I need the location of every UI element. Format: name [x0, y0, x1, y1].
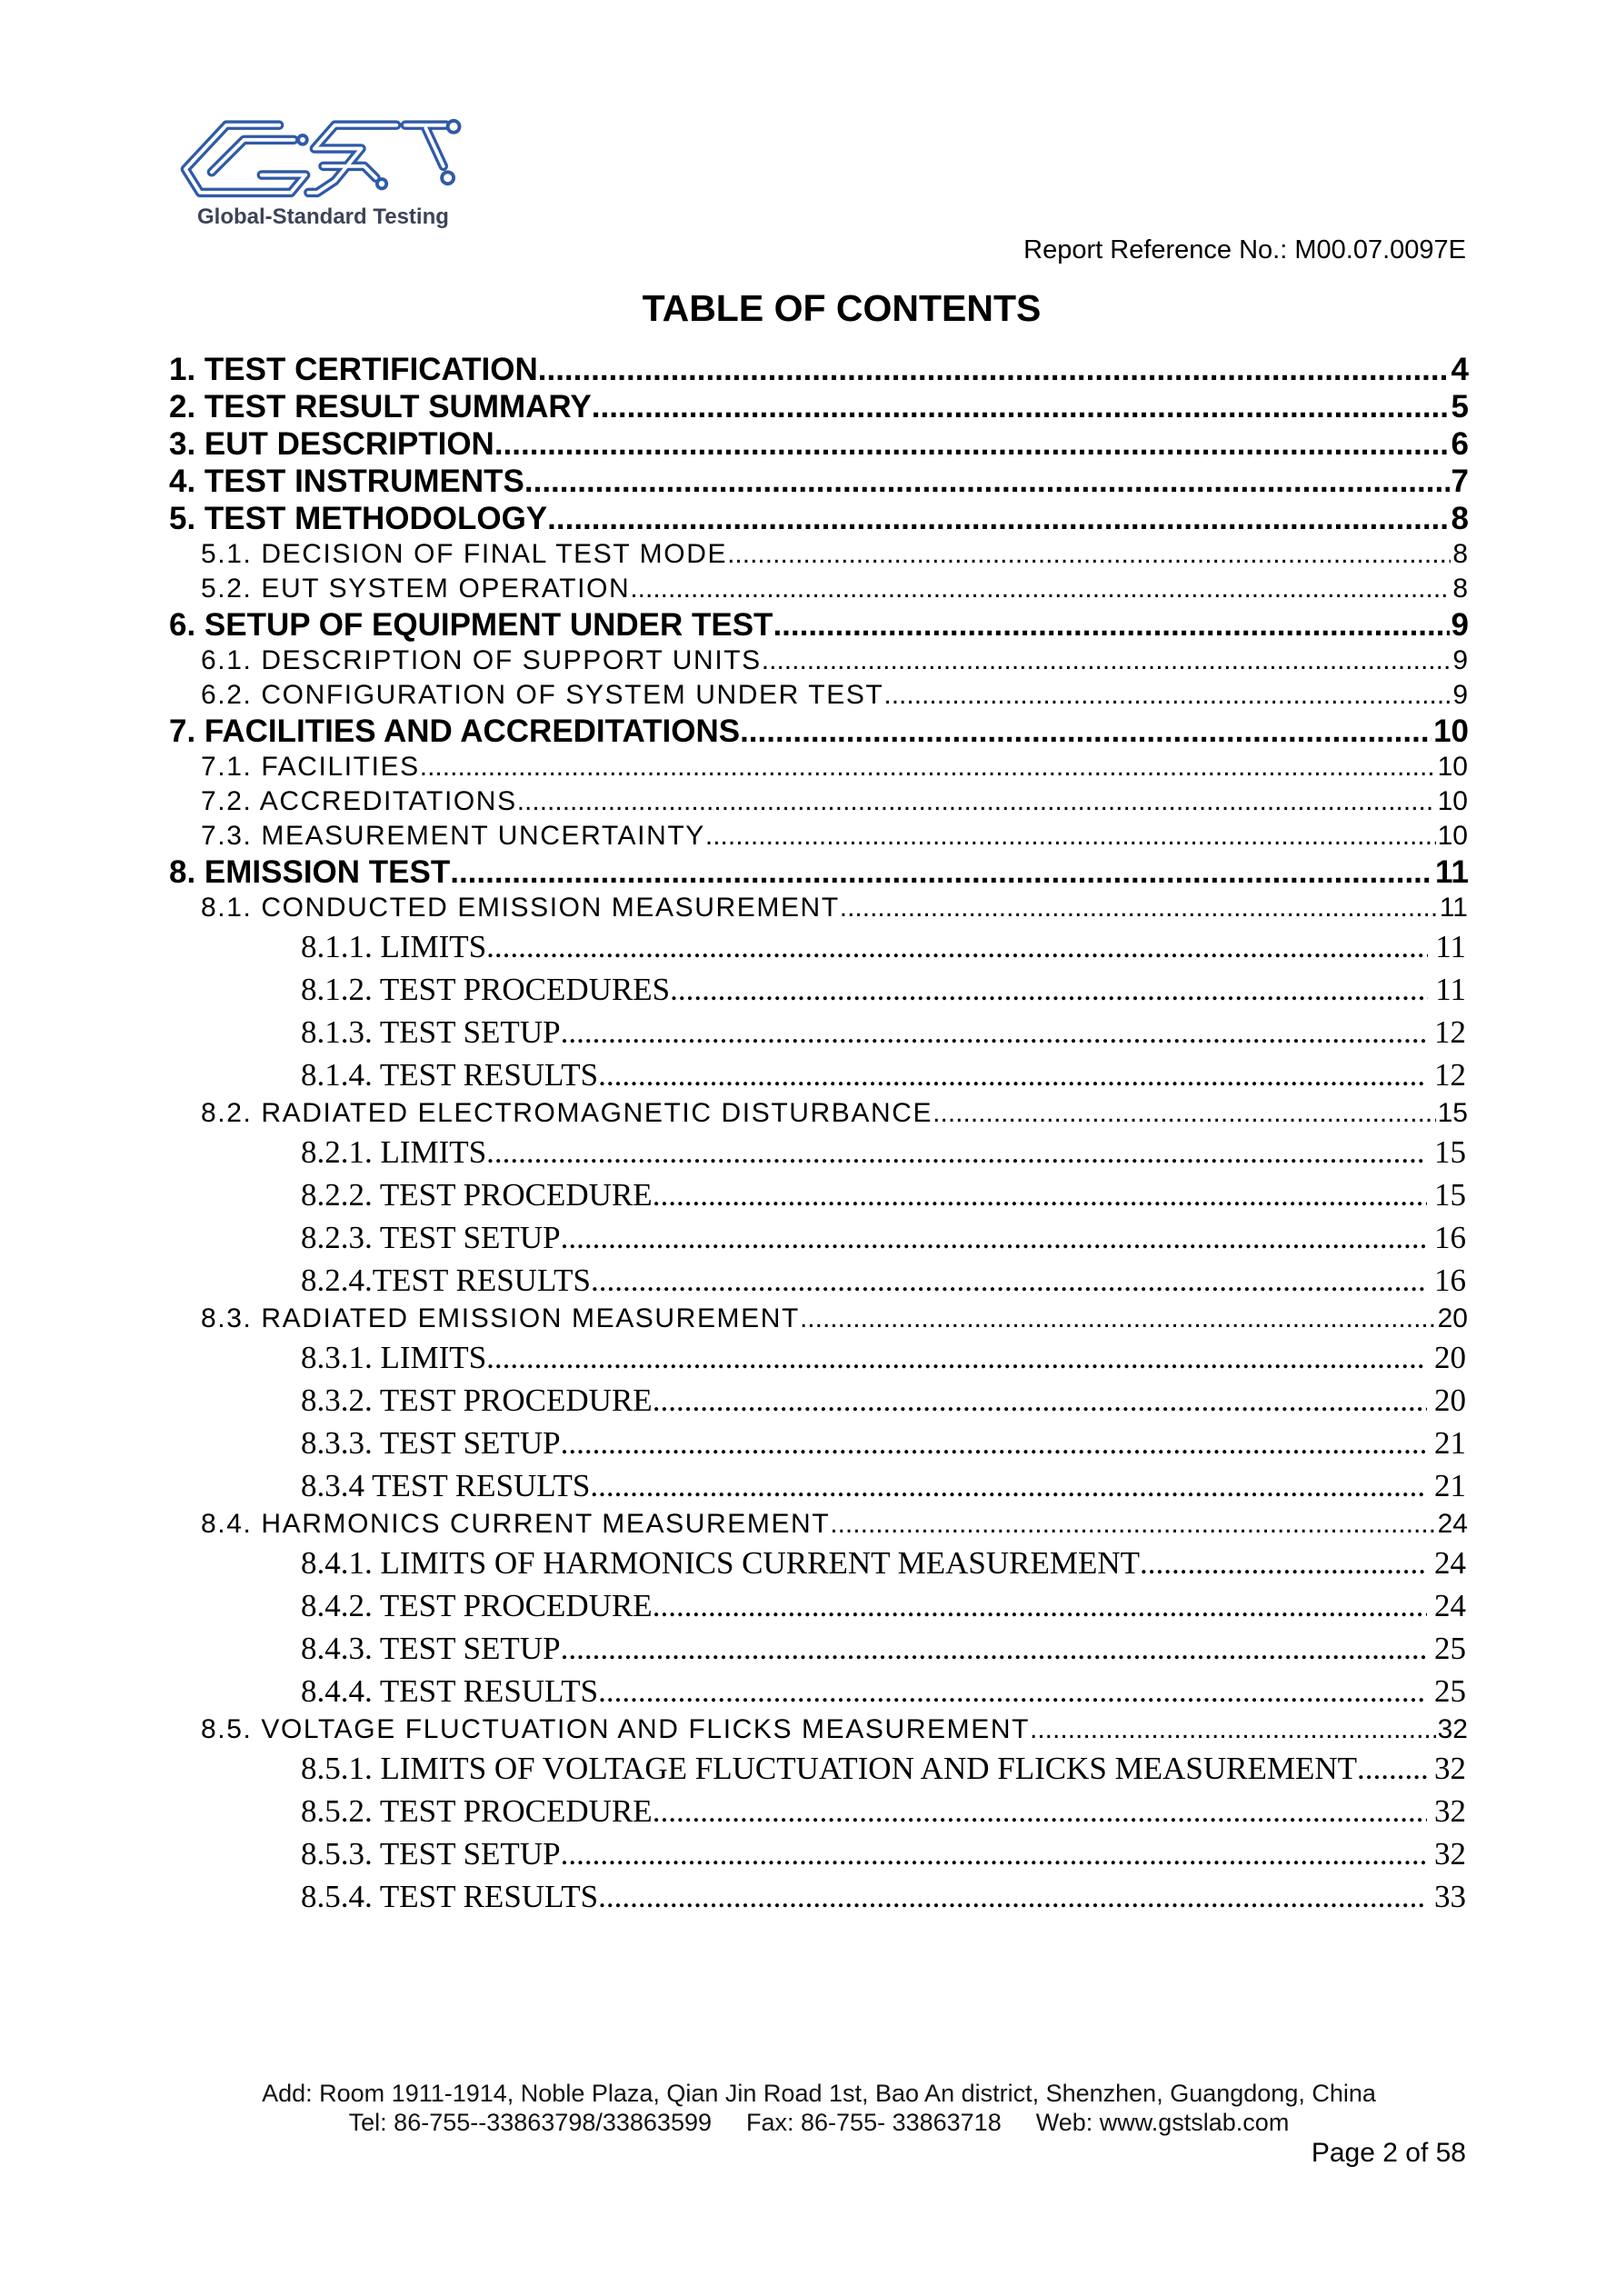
toc-entry-label: 7.1. FACILITIES	[201, 752, 420, 782]
toc-entry[interactable]	[169, 463, 1469, 500]
toc-entry[interactable]	[169, 1790, 1469, 1832]
toc-dot-leader	[420, 750, 1436, 784]
toc-entry-label: 8.2.1. LIMITS	[301, 1134, 487, 1170]
toc-entry-label: 8.5.4. TEST RESULTS	[301, 1879, 599, 1914]
toc-entry[interactable]	[169, 854, 1469, 891]
toc-list	[169, 351, 1469, 1918]
toc-entry[interactable]	[169, 1542, 1469, 1584]
toc-entry-label: 1. TEST CERTIFICATION	[169, 352, 538, 387]
toc-entry-page-number: 11	[1435, 972, 1466, 1007]
toc-entry-page-number: 9	[1452, 680, 1468, 710]
toc-entry[interactable]	[169, 1173, 1469, 1216]
toc-dot-leader	[670, 968, 1428, 1011]
toc-entry-page-number: 21	[1434, 1468, 1466, 1503]
logo-wordmark: Global-Standard Testing	[197, 205, 449, 229]
toc-entry-page-number: 16	[1434, 1220, 1466, 1255]
toc-entry-label: 8.1.4. TEST RESULTS	[301, 1057, 599, 1093]
toc-entry[interactable]	[169, 925, 1469, 968]
toc-entry[interactable]	[169, 1627, 1469, 1670]
toc-entry-page-number: 11	[1435, 854, 1469, 890]
toc-dot-leader	[486, 1131, 1427, 1173]
gst-logo-icon	[176, 116, 463, 207]
toc-entry[interactable]	[169, 750, 1469, 784]
toc-entry-page-number: 10	[1437, 821, 1468, 851]
toc-entry-label: 7. FACILITIES AND ACCREDITATIONS	[169, 714, 741, 749]
toc-dot-leader	[830, 1507, 1435, 1542]
toc-dot-leader	[561, 1627, 1427, 1670]
toc-entry-page-number: 24	[1434, 1588, 1466, 1623]
toc-dot-leader	[524, 463, 1450, 500]
footer-web: Web: www.gstslab.com	[1035, 2109, 1290, 2136]
toc-entry[interactable]	[169, 425, 1469, 463]
toc-dot-leader	[590, 1464, 1427, 1507]
toc-entry-page-number: 11	[1439, 893, 1468, 923]
toc-entry[interactable]	[169, 1832, 1469, 1875]
toc-dot-leader	[598, 1053, 1427, 1096]
toc-dot-leader	[630, 572, 1451, 606]
toc-dot-leader	[591, 1259, 1427, 1302]
toc-dot-leader	[840, 891, 1438, 925]
toc-dot-leader	[486, 925, 1428, 968]
toc-entry-label: 8.4. HARMONICS CURRENT MEASUREMENT	[201, 1509, 831, 1539]
page-title: TABLE OF CONTENTS	[642, 287, 1042, 329]
toc-entry-page-number: 20	[1434, 1383, 1466, 1418]
toc-entry-label: 8.2. RADIATED ELECTROMAGNETIC DISTURBANCE	[201, 1098, 933, 1128]
toc-entry-page-number: 4	[1451, 352, 1469, 387]
toc-entry-page-number: 10	[1433, 714, 1469, 749]
toc-entry-page-number: 12	[1434, 1057, 1466, 1093]
toc-entry-page-number: 15	[1434, 1177, 1466, 1213]
toc-dot-leader	[773, 606, 1449, 644]
toc-entry-page-number: 10	[1437, 786, 1468, 816]
toc-dot-leader	[592, 388, 1450, 425]
toc-dot-leader	[1357, 1747, 1427, 1790]
toc-entry-label: 8.3.3. TEST SETUP	[301, 1425, 561, 1461]
toc-entry-label: 8.2.4.TEST RESULTS	[301, 1263, 591, 1298]
toc-entry[interactable]	[169, 1670, 1469, 1712]
report-reference-number: Report Reference No.: M00.07.0097E	[1023, 235, 1466, 265]
toc-entry-page-number: 25	[1434, 1673, 1466, 1709]
toc-entry[interactable]	[169, 1747, 1469, 1790]
toc-entry-label: 4. TEST INSTRUMENTS	[169, 464, 524, 499]
toc-dot-leader	[561, 1216, 1427, 1259]
toc-entry-label: 5.2. EUT SYSTEM OPERATION	[201, 574, 631, 604]
toc-entry-label: 6.2. CONFIGURATION OF SYSTEM UNDER TEST	[201, 680, 884, 710]
toc-entry[interactable]	[169, 1216, 1469, 1259]
toc-entry[interactable]	[169, 819, 1469, 854]
toc-dot-leader	[727, 537, 1451, 572]
toc-entry[interactable]	[169, 1011, 1469, 1053]
toc-entry-page-number: 8	[1452, 539, 1468, 569]
toc-dot-leader	[494, 425, 1450, 463]
toc-entry-label: 8.5. VOLTAGE FLUCTUATION AND FLICKS MEASUREMENT	[201, 1714, 1031, 1744]
toc-entry[interactable]	[169, 1259, 1469, 1302]
toc-entry[interactable]	[169, 1053, 1469, 1096]
toc-dot-leader	[883, 678, 1451, 713]
toc-entry-page-number: 9	[1451, 607, 1469, 643]
toc-entry[interactable]	[169, 500, 1469, 537]
toc-entry[interactable]	[169, 351, 1469, 388]
toc-entry-label: 8.4.2. TEST PROCEDURE	[301, 1588, 653, 1623]
footer-contact	[92, 2108, 1546, 2137]
toc-entry[interactable]	[169, 1875, 1469, 1918]
toc-entry-page-number: 5	[1451, 389, 1469, 424]
toc-entry-page-number: 15	[1434, 1134, 1466, 1170]
toc-entry-page-number: 12	[1434, 1014, 1466, 1050]
toc-entry[interactable]	[169, 1712, 1469, 1747]
toc-dot-leader	[486, 1336, 1427, 1379]
toc-entry[interactable]	[169, 678, 1469, 713]
toc-entry[interactable]	[169, 968, 1469, 1011]
toc-dot-leader	[653, 1584, 1427, 1627]
footer-tel: Tel: 86-755--33863798/33863599	[348, 2109, 712, 2136]
toc-entry-label: 8.4.3. TEST SETUP	[301, 1631, 561, 1666]
toc-entry-label: 7.2. ACCREDITATIONS	[201, 786, 517, 816]
toc-entry[interactable]	[169, 784, 1469, 819]
toc-dot-leader	[598, 1875, 1427, 1918]
toc-dot-leader	[762, 644, 1451, 678]
toc-entry-label: 8.4.1. LIMITS OF HARMONICS CURRENT MEASUREMENT	[301, 1545, 1141, 1581]
toc-entry-page-number: 11	[1435, 929, 1466, 964]
toc-entry[interactable]	[169, 1422, 1469, 1464]
footer-address: Add: Room 1911-1914, Noble Plaza, Qian Jin Road 1st, Bao An district, Shenzhen, Guangdong, China	[262, 2080, 1376, 2107]
toc-entry-label: 8.1.1. LIMITS	[301, 929, 487, 964]
toc-dot-leader	[653, 1379, 1427, 1422]
toc-entry-page-number: 10	[1437, 752, 1468, 782]
toc-entry-page-number: 6	[1451, 426, 1469, 462]
toc-entry-page-number: 15	[1437, 1098, 1468, 1128]
toc-entry-page-number: 24	[1434, 1545, 1466, 1581]
toc-entry[interactable]	[169, 644, 1469, 678]
toc-entry-page-number: 24	[1437, 1509, 1468, 1539]
toc-dot-leader	[1140, 1542, 1427, 1584]
toc-entry[interactable]	[169, 1302, 1469, 1336]
toc-entry-label: 8.3. RADIATED EMISSION MEASUREMENT	[201, 1303, 800, 1333]
toc-dot-leader	[705, 819, 1436, 854]
toc-dot-leader	[561, 1422, 1427, 1464]
toc-entry-page-number: 33	[1434, 1879, 1466, 1914]
toc-dot-leader	[517, 784, 1436, 819]
toc-entry[interactable]	[169, 388, 1469, 425]
toc-entry-page-number: 7	[1451, 464, 1469, 499]
toc-entry-label: 7.3. MEASUREMENT UNCERTAINTY	[201, 821, 705, 851]
toc-entry-label: 5.1. DECISION OF FINAL TEST MODE	[201, 539, 728, 569]
toc-entry-label: 3. EUT DESCRIPTION	[169, 426, 494, 462]
toc-entry-label: 8.2.2. TEST PROCEDURE	[301, 1177, 653, 1213]
toc-dot-leader	[547, 500, 1449, 537]
toc-dot-leader	[561, 1011, 1427, 1053]
toc-entry[interactable]	[169, 606, 1469, 644]
toc-entry-label: 8.4.4. TEST RESULTS	[301, 1673, 599, 1709]
toc-entry-page-number: 8	[1452, 574, 1468, 604]
toc-entry-label: 8.3.1. LIMITS	[301, 1340, 487, 1375]
toc-entry-page-number: 32	[1437, 1714, 1468, 1744]
toc-entry-label: 8.5.1. LIMITS OF VOLTAGE FLUCTUATION AND FLICKS MEASUREMENT	[301, 1751, 1357, 1786]
toc-entry-label: 8.3.4 TEST RESULTS	[301, 1468, 591, 1503]
toc-entry-page-number: 32	[1434, 1836, 1466, 1872]
toc-dot-leader	[653, 1173, 1427, 1216]
toc-entry-label: 8.1.3. TEST SETUP	[301, 1014, 561, 1050]
toc-entry-page-number: 8	[1451, 501, 1469, 536]
toc-entry-label: 2. TEST RESULT SUMMARY	[169, 389, 592, 424]
toc-entry[interactable]	[169, 713, 1469, 750]
toc-dot-leader	[598, 1670, 1427, 1712]
toc-entry[interactable]	[169, 891, 1469, 925]
toc-entry[interactable]	[169, 1584, 1469, 1627]
toc-dot-leader	[450, 854, 1433, 891]
toc-dot-leader	[740, 713, 1431, 750]
toc-entry-label: 8.5.2. TEST PROCEDURE	[301, 1793, 653, 1829]
toc-entry[interactable]	[169, 1464, 1469, 1507]
toc-entry-label: 8.1.2. TEST PROCEDURES	[301, 972, 671, 1007]
toc-entry-label: 8.5.3. TEST SETUP	[301, 1836, 561, 1872]
toc-entry-page-number: 9	[1452, 645, 1468, 675]
toc-entry[interactable]	[169, 572, 1469, 606]
toc-entry-label: 8.1. CONDUCTED EMISSION MEASUREMENT	[201, 893, 840, 923]
toc-entry-page-number: 20	[1434, 1340, 1466, 1375]
toc-entry[interactable]	[169, 537, 1469, 572]
toc-entry-label: 8.3.2. TEST PROCEDURE	[301, 1383, 653, 1418]
toc-entry-label: 8. EMISSION TEST	[169, 854, 451, 890]
page-number: Page 2 of 58	[1311, 2138, 1466, 2168]
footer-fax: Fax: 86-755- 33863718	[746, 2109, 1002, 2136]
toc-entry-label: 8.2.3. TEST SETUP	[301, 1220, 561, 1255]
toc-dot-leader	[653, 1790, 1427, 1832]
toc-entry[interactable]	[169, 1379, 1469, 1422]
toc-entry-label: 5. TEST METHODOLOGY	[169, 501, 548, 536]
toc-dot-leader	[538, 351, 1450, 388]
toc-dot-leader	[933, 1096, 1435, 1131]
toc-entry-label: 6. SETUP OF EQUIPMENT UNDER TEST	[169, 607, 773, 643]
toc-entry[interactable]	[169, 1507, 1469, 1542]
toc-entry-page-number: 25	[1434, 1631, 1466, 1666]
toc-dot-leader	[1030, 1712, 1436, 1747]
toc-entry-page-number: 20	[1437, 1303, 1468, 1333]
toc-entry-label: 6.1. DESCRIPTION OF SUPPORT UNITS	[201, 645, 762, 675]
toc-entry[interactable]	[169, 1336, 1469, 1379]
toc-entry-page-number: 21	[1434, 1425, 1466, 1461]
toc-entry-page-number: 32	[1434, 1751, 1466, 1786]
toc-entry[interactable]	[169, 1131, 1469, 1173]
toc-entry-page-number: 32	[1434, 1793, 1466, 1829]
toc-dot-leader	[561, 1832, 1427, 1875]
toc-entry[interactable]	[169, 1096, 1469, 1131]
toc-dot-leader	[800, 1302, 1436, 1336]
toc-entry-page-number: 16	[1434, 1263, 1466, 1298]
